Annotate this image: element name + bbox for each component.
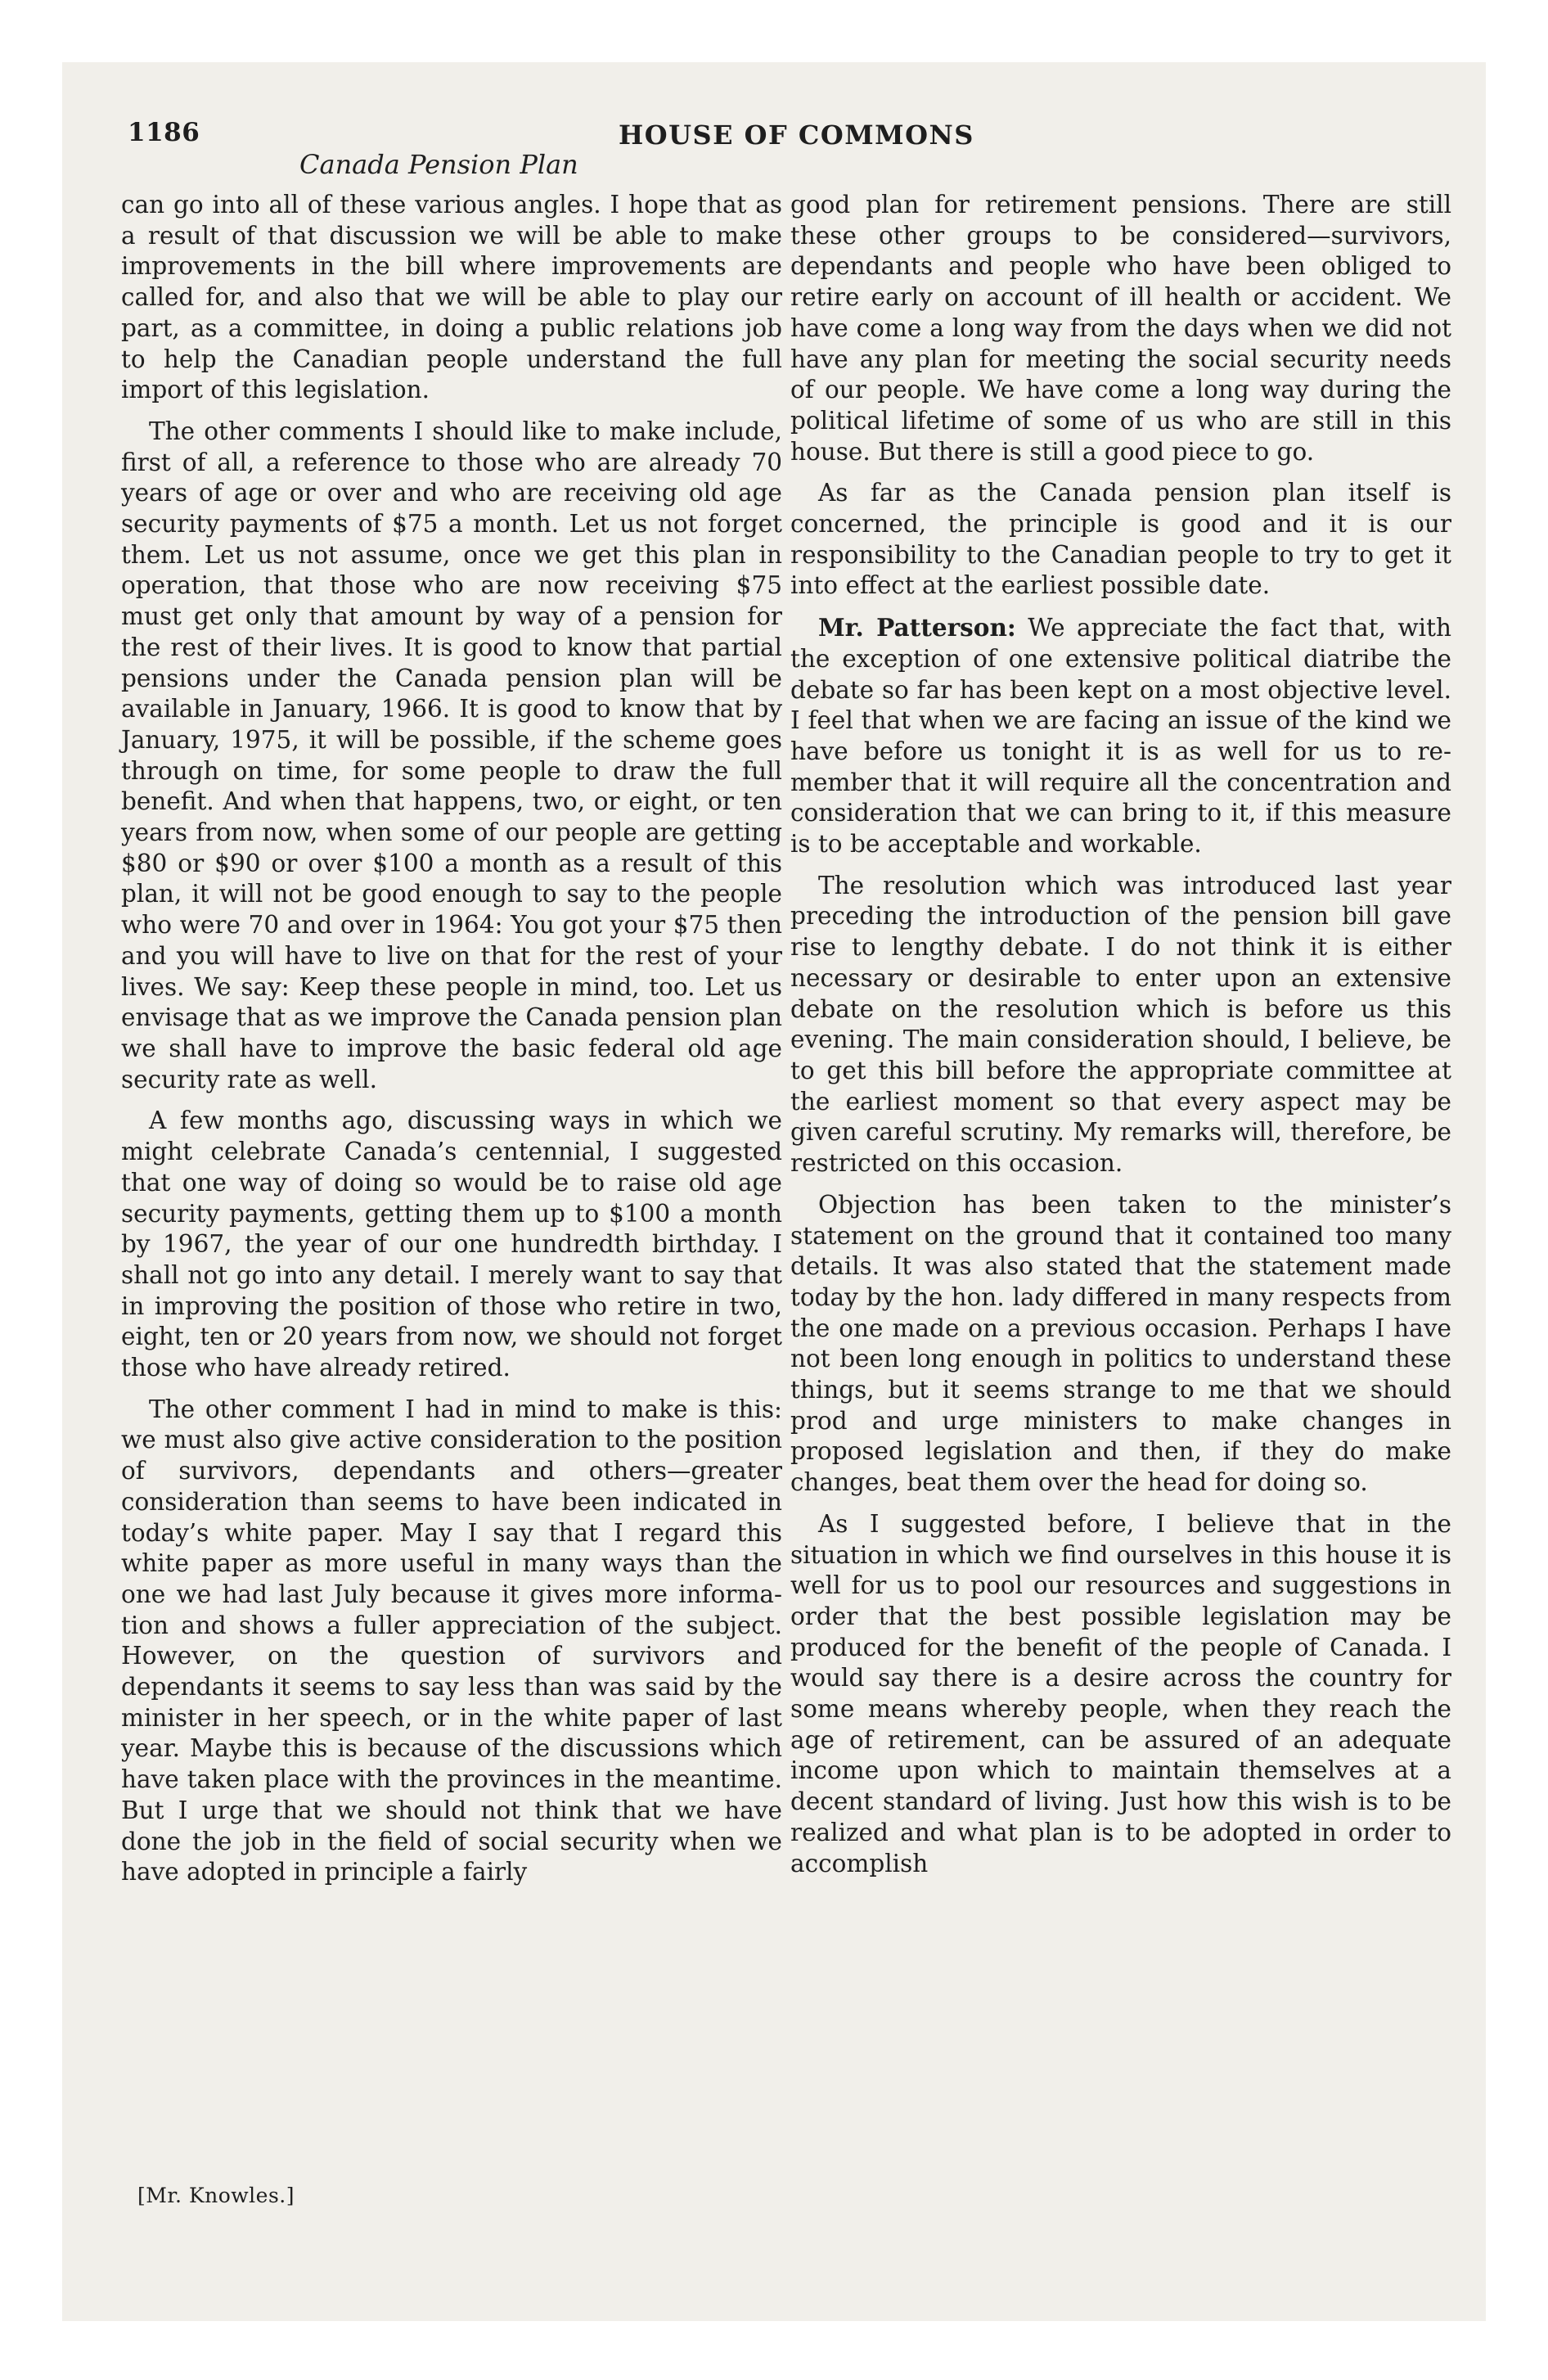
paragraph: The other comments I should like to make include, first of all, a reference to those who are already 70 years of age or over and who are receiving old age security payments of $75 a month. Let us not forget them. Let us not assume, once we get this plan in operation, that those who are now receiving $75 must get only that amount by way of a pension for the rest of their lives. It is good to know that partial pensions under the Canada pension plan will be available in January, 1966. It is good to know that by January, 1975, it will be possible, if the scheme goes through on time, for some people to draw the full benefit. And when that happens, two, or eight, or ten years from now, when some of our people are getting $80 or $90 or over $100 a month as a result of this plan, it will not be good enough to say to the people who were 70 and over in 1964: You got your $75 then and you will have to live on that for the rest of your lives. We say: Keep these people in mind, too. Let us envisage that as we improve the Canada pension plan we shall have to improve the basic federal old age security rate as well. <box>121 417 782 1093</box>
paragraph: good plan for retirement pensions. There are still these other groups to be considered—survivors, dependants and people who have been obliged to retire early on account of ill health or accident. We have come a long way from the days when we did not have any plan for meeting the social security needs of our people. We have come a long way during the political lifetime of some of us who are still in this house. But there is still a good piece to go. <box>790 191 1451 466</box>
paragraph-text: We appreciate the fact that, with the exception of one extensive political diatribe the debate so far has been kept on a most objective level. I feel that when we are facing an issue of the kind we have before us tonight it is as well for us to remember that it will require all the concentration and consideration that we can bring to it, if this measure is to be acceptable and workable. <box>790 614 1451 859</box>
right-column <box>790 190 1451 1890</box>
paragraph: can go into all of these various angles. I hope that as a result of that discussion we will be able to make improvements in the bill where improvements are called for, and also that we will be able to play our part, as a committee, in doing a public relations job to help the Canadian people understand the full import of this legislation. <box>121 191 782 404</box>
paragraph: A few months ago, discussing ways in which we might celebrate Canada’s centennial, I suggested that one way of doing so would be to raise old age security payments, getting them up to $100 a month by 1967, the year of our one hundredth birthday. I shall not go into any detail. I merely want to say that in improving the position of those who retire in two, eight, ten or 20 years from now, we should not forget those who have already retired. <box>121 1107 782 1382</box>
section-subhead: Canada Pension Plan <box>299 149 578 180</box>
speaker-attribution: [Mr. Knowles.] <box>137 2184 295 2207</box>
paragraph: Objection has been taken to the minister’s statement on the ground that it contained too many details. It was also stated that the statement made today by the hon. lady differed in many respects from the one made on a previous occasion. Perhaps I have not been long enough in politics to understand these things, but it seems strange to me that we should prod and urge ministers to make changes in proposed legislation and then, if they do make changes, beat them over the head for doing so. <box>790 1190 1451 1497</box>
page-number: 1186 <box>128 118 200 147</box>
paragraph: The other comment I had in mind to make is this: we must also give active consideration to the position of survivors, dependants and others—greater consideration than seems to have been indicated in today’s white paper. May I say that I regard this white paper as more useful in many ways than the one we had last July because it gives more information and shows a fuller appreciation of the subject. However, on the question of survivors and dependants it seems to say less than was said by the minister in her speech, or in the white paper of last year. Maybe this is because of the discussions which have taken place with the provinces in the meantime. But I urge that we should not think that we have done the job in the field of social security when we have adopted in principle a fairly <box>121 1395 782 1886</box>
document-page <box>62 62 1486 2321</box>
speaker-paragraph <box>790 612 1451 860</box>
running-head: HOUSE OF COMMONS <box>619 119 974 151</box>
paragraph: As far as the Canada pension plan itself is concerned, the principle is good and it is our responsibility to the Canadian people to try to get it into effect at the earliest possible date. <box>790 479 1451 600</box>
left-column <box>121 190 782 1899</box>
paragraph: As I suggested before, I believe that in the situation in which we find ourselves in this house it is well for us to pool our resources and suggestions in order that the best possible legislation may be produced for the benefit of the people of Canada. I would say there is a desire across the country for some means whereby people, when they reach the age of retirement, can be assured of an adequate income upon which to maintain themselves at a decent standard of living. Just how this wish is to be realized and what plan is to be adopted in order to accomplish <box>790 1509 1451 1877</box>
speaker-name: Mr. Patterson: <box>818 613 1016 642</box>
paragraph: The resolution which was introduced last year preceding the introduction of the pension bill gave rise to lengthy debate. I do not think it is either necessary or desirable to enter upon an extensive debate on the resolution which is before us this evening. The main consideration should, I believe, be to get this bill before the appropriate committee at the earliest moment so that every aspect may be given careful scrutiny. My remarks will, therefore, be restricted on this occasion. <box>790 871 1451 1178</box>
